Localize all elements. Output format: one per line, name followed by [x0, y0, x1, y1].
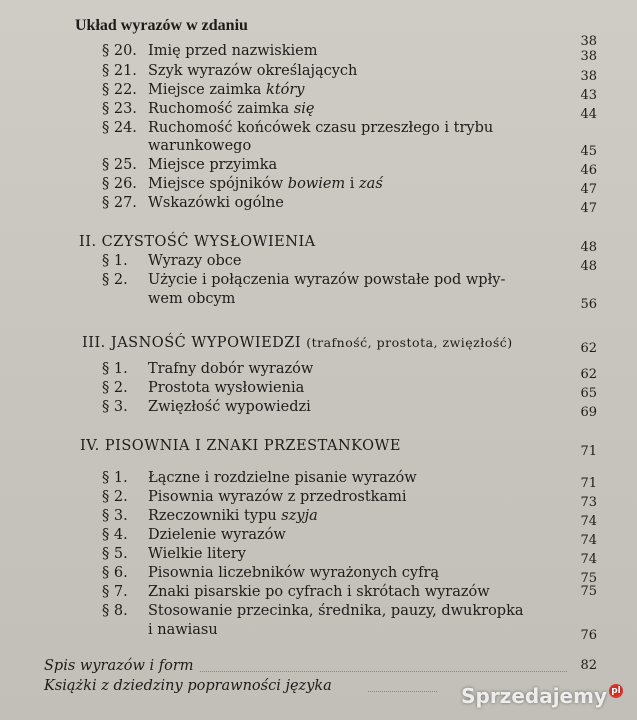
entry-title: Trafny dobór wyrazów	[148, 361, 314, 377]
toc-entry	[0, 378, 637, 401]
section-number: § 25.	[102, 157, 137, 173]
page-number: 75	[580, 584, 597, 599]
page-number: 73	[580, 495, 597, 510]
section-number: § 26.	[102, 176, 137, 192]
toc-entry	[0, 80, 637, 103]
entry-title: Imię przed nazwiskiem	[148, 43, 318, 59]
page-number: 74	[580, 552, 597, 567]
page-number: 48	[580, 240, 597, 255]
page-number: 71	[580, 476, 597, 491]
entry-title: Dzielenie wyrazów	[148, 527, 286, 543]
page-number: 62	[580, 341, 597, 356]
watermark-dot-icon: pl	[609, 684, 623, 698]
entry-title-text: Rzeczowniki typu	[148, 508, 282, 524]
entry-title: Wyrazy obce	[148, 253, 242, 269]
page-number: 46	[580, 163, 597, 178]
entry-title-italic: który	[266, 82, 305, 98]
page-number: 38	[580, 69, 597, 84]
entry-title: Wskazówki ogólne	[148, 195, 284, 211]
page-number: 76	[580, 628, 597, 643]
toc-entry	[0, 193, 637, 216]
section-number: § 24.	[102, 120, 137, 136]
entry-title-italic: bowiem	[287, 176, 346, 192]
appendix-title: Spis wyrazów i form	[44, 658, 194, 674]
page-number: 38	[580, 49, 597, 64]
entry-title: Stosowanie przecinka, średnika, pauzy, dwukropka	[148, 603, 524, 619]
entry-title: Prostota wysłowienia	[148, 380, 305, 396]
toc-entry-continuation	[0, 620, 637, 643]
entry-title-text: i	[345, 176, 360, 192]
section-number: § 1.	[102, 470, 128, 486]
page-number: 74	[580, 533, 597, 548]
chapter-heading-subtitle: (trafność, prostota, zwięzłość)	[306, 335, 513, 350]
section-number: § 2.	[102, 380, 128, 396]
entry-title-italic: szyja	[281, 508, 318, 524]
section-number: § 4.	[102, 527, 128, 543]
chapter-heading: IV. PISOWNIA I ZNAKI PRZESTANKOWE	[80, 438, 401, 454]
entry-title-continuation: wem obcym	[148, 291, 236, 307]
page-number: 75	[580, 571, 597, 586]
watermark-logo	[461, 684, 623, 708]
appendix-entry	[0, 656, 637, 676]
section-number: § 2.	[102, 489, 128, 505]
entry-title: Pisownia liczebników wyrażonych cyfrą	[148, 565, 440, 581]
entry-title	[148, 174, 383, 194]
page-number: 82	[580, 658, 597, 673]
section-number: § 7.	[102, 584, 128, 600]
page-number: 69	[580, 405, 597, 420]
entry-title: Miejsce przyimka	[148, 157, 278, 173]
chapter-heading: II. CZYSTOŚĆ WYSŁOWIENIA	[79, 234, 316, 250]
page-number: 45	[580, 144, 597, 159]
toc-entry	[0, 174, 637, 197]
section-number: § 5.	[102, 546, 128, 562]
section-heading-uklad: Układ wyrazów w zdaniu	[75, 17, 248, 34]
page-number: 74	[580, 514, 597, 529]
toc-entry-continuation	[0, 136, 637, 159]
page-number: 47	[580, 201, 597, 216]
entry-title-italic: zaś	[359, 176, 383, 192]
toc-entry	[0, 359, 637, 382]
section-number: § 27.	[102, 195, 137, 211]
page-number: 62	[580, 367, 597, 382]
entry-title: Znaki pisarskie po cyfrach i skrótach wyrazów	[148, 584, 490, 600]
entry-title	[148, 99, 314, 119]
section-number: § 21.	[102, 63, 137, 79]
entry-title: Ruchomość końcówek czasu przeszłego i trybu	[148, 120, 494, 136]
entry-title: Szyk wyrazów określających	[148, 63, 358, 79]
toc-entry	[0, 601, 637, 621]
toc-entry	[0, 251, 637, 274]
page-number: 65	[580, 386, 597, 401]
toc-entry	[0, 99, 637, 122]
chapter-heading-title: III. JASNOŚĆ WYPOWIEDZI	[82, 335, 302, 351]
toc-entry	[0, 468, 637, 491]
toc-entry	[0, 61, 637, 84]
page-number: 44	[580, 107, 597, 122]
section-number: § 22.	[102, 82, 137, 98]
toc-entry	[0, 487, 637, 510]
section-number: § 1.	[102, 361, 128, 377]
chapter-heading-row	[0, 333, 637, 356]
toc-entry	[0, 397, 637, 420]
toc-entry	[0, 563, 637, 586]
toc-entry	[0, 506, 637, 529]
entry-title: Łączne i rozdzielne pisanie wyrazów	[148, 470, 417, 486]
entry-title: Zwięzłość wypowiedzi	[148, 399, 311, 415]
section-number: § 3.	[102, 399, 128, 415]
toc-entry	[0, 525, 637, 548]
toc-entry	[0, 544, 637, 567]
toc-entry	[0, 155, 637, 178]
section-number: § 6.	[102, 565, 128, 581]
chapter-heading-row	[0, 232, 637, 255]
entry-title-continuation: i nawiasu	[148, 622, 218, 638]
toc-entry	[0, 118, 637, 138]
section-number: § 3.	[102, 508, 128, 524]
entry-title-italic: się	[293, 101, 315, 117]
chapter-heading-row	[0, 436, 637, 459]
toc-entry	[0, 41, 637, 64]
chapter-heading	[82, 333, 513, 353]
entry-title-text: Ruchomość zaimka	[148, 101, 294, 117]
toc-entry-continuation	[0, 289, 637, 312]
toc-entry	[0, 270, 637, 290]
entry-title-continuation: warunkowego	[148, 138, 252, 154]
toc-entry	[0, 582, 637, 602]
entry-title	[148, 506, 318, 526]
watermark-text: Sprzedajemy	[461, 684, 607, 708]
entry-title: Pisownia wyrazów z przedrostkami	[148, 489, 407, 505]
entry-title	[148, 80, 305, 100]
page-number: 48	[580, 259, 597, 274]
dot-leader	[368, 691, 437, 692]
page-number: 38	[580, 34, 597, 49]
page-number: 47	[580, 182, 597, 197]
entry-title: Wielkie litery	[148, 546, 246, 562]
section-number: § 2.	[102, 272, 128, 288]
section-number: § 23.	[102, 101, 137, 117]
entry-title: Użycie i połączenia wyrazów powstałe pod wpły-	[148, 272, 506, 288]
appendix-title: Książki z dziedziny poprawności języka	[44, 678, 332, 694]
section-number: § 8.	[102, 603, 128, 619]
section-number: § 20.	[102, 43, 137, 59]
page-number: 56	[580, 297, 597, 312]
section-number: § 1.	[102, 253, 128, 269]
entry-title-text: Miejsce zaimka	[148, 82, 267, 98]
entry-title-text: Miejsce spójników	[148, 176, 288, 192]
dot-leader	[200, 671, 567, 672]
page-number: 71	[580, 444, 597, 459]
page-number: 43	[580, 88, 597, 103]
